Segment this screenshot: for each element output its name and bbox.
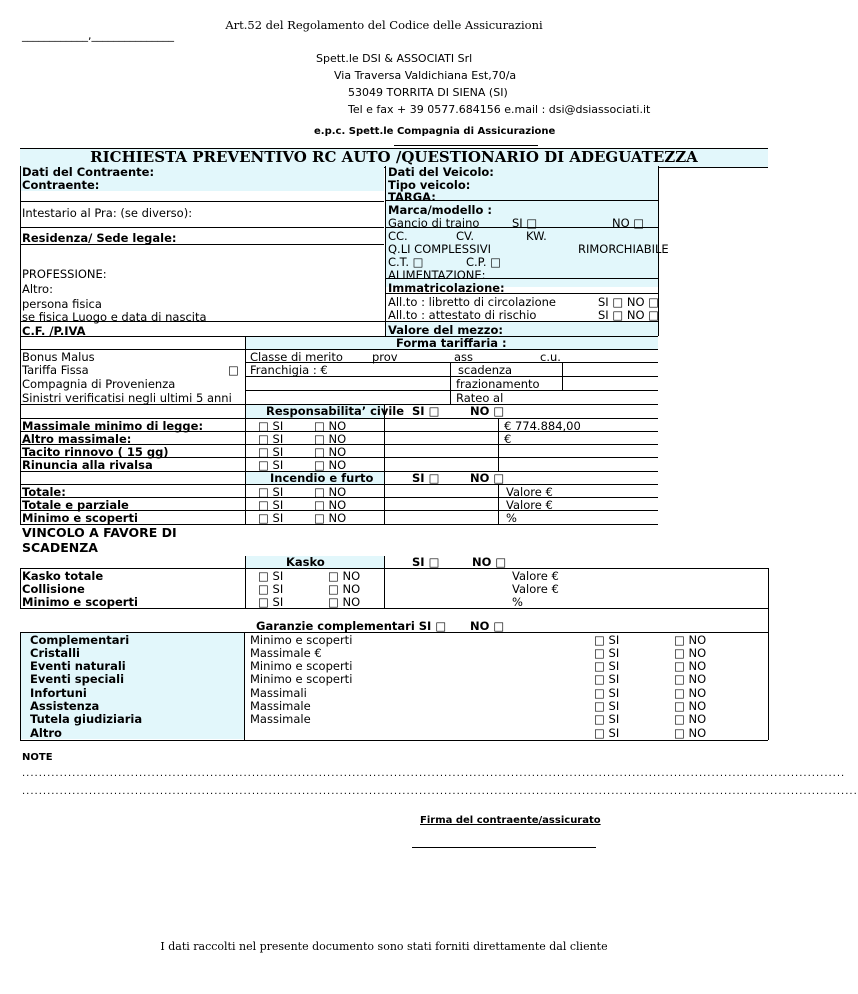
contraente-heading: Dati del Contraente:	[22, 165, 155, 179]
incendio-no-option[interactable]: □ NO	[314, 498, 347, 512]
note-line[interactable]: ........................................................................................................................................................................................................	[22, 786, 858, 797]
garanzia-label: Complementari	[30, 633, 130, 647]
garanzia-detail: Minimo e scoperti	[250, 659, 353, 673]
rc-row-label: Massimale minimo di legge:	[22, 419, 204, 433]
kasko-no-option[interactable]: □ NO	[328, 595, 361, 609]
professione-label: PROFESSIONE:	[22, 267, 107, 281]
rc-no-option[interactable]: □ NO	[314, 445, 347, 459]
note-heading: NOTE	[22, 752, 53, 763]
cv-label: CV.	[456, 229, 475, 243]
firma-label: Firma del contraente/assicurato	[420, 815, 601, 826]
incendio-row-label: Minimo e scoperti	[22, 511, 138, 525]
rc-title: Responsabilita’ civile	[266, 404, 405, 418]
incendio-row-label: Totale:	[22, 485, 66, 499]
persona-fisica-label: persona fisica	[22, 297, 102, 311]
rc-si-option[interactable]: □ SI	[258, 419, 284, 433]
cu-label: c.u.	[540, 350, 561, 364]
garanzia-si-option[interactable]: □ SI	[594, 633, 620, 647]
scadenza-label: scadenza	[458, 363, 513, 377]
agency-contact: Tel e fax + 39 0577.684156 e.mail : dsi@dsiassociati.it	[348, 103, 651, 116]
forma-tariffaria-title: Forma tariffaria :	[396, 336, 507, 350]
kasko-value: Valore €	[512, 582, 559, 596]
garanzia-si-option[interactable]: □ SI	[594, 659, 620, 673]
garanzia-si-option[interactable]: □ SI	[594, 699, 620, 713]
attestato-si-no-checkbox[interactable]: SI □ NO □	[598, 308, 660, 322]
kasko-si-checkbox[interactable]: SI □	[412, 555, 440, 569]
kasko-value: Valore €	[512, 569, 559, 583]
garanzia-no-option[interactable]: □ NO	[674, 712, 707, 726]
incendio-no-option[interactable]: □ NO	[314, 485, 347, 499]
ass-label: ass	[454, 350, 474, 364]
prov-label: prov	[372, 350, 398, 364]
immatricolazione-label: Immatricolazione:	[388, 281, 505, 295]
cp-checkbox[interactable]: C.P. □	[466, 255, 502, 269]
valore-mezzo-label: Valore del mezzo:	[388, 323, 503, 337]
rc-row-label: Rinuncia alla rivalsa	[22, 458, 153, 472]
garanzia-no-option[interactable]: □ NO	[674, 686, 707, 700]
intestario-label: Intestario al Pra: (se diverso):	[22, 206, 193, 220]
gancio-no-checkbox[interactable]: NO □	[612, 216, 645, 230]
rc-no-option[interactable]: □ NO	[314, 419, 347, 433]
kasko-row-label: Collisione	[22, 582, 85, 596]
garanzia-detail: Massimale	[250, 699, 311, 713]
rc-value: € 774.884,00	[504, 419, 581, 433]
rc-value: €	[504, 432, 512, 446]
gancio-si-checkbox[interactable]: SI □	[512, 216, 538, 230]
garanzia-detail: Minimo e scoperti	[250, 633, 353, 647]
veicolo-heading: Dati del Veicolo:	[388, 165, 494, 179]
incendio-row-label: Totale e parziale	[22, 498, 129, 512]
bonus-malus-label: Bonus Malus	[22, 350, 95, 364]
garanzia-si-option[interactable]: □ SI	[594, 686, 620, 700]
libretto-label: All.to : libretto di circolazione	[388, 295, 556, 309]
gancio-label: Gancio di traino	[388, 216, 480, 230]
nascita-label: se fisica Luogo e data di nascita	[22, 310, 207, 324]
footer-note: I dati raccolti nel presente documento sono stati forniti direttamente dal cliente	[160, 940, 608, 953]
epc-recipient: e.p.c. Spett.le Compagnia di Assicurazione	[314, 126, 556, 137]
garanzia-detail: Minimo e scoperti	[250, 672, 353, 686]
incendio-si-option[interactable]: □ SI	[258, 498, 284, 512]
rc-row-label: Tacito rinnovo ( 15 gg)	[22, 445, 169, 459]
kasko-si-option[interactable]: □ SI	[258, 569, 284, 583]
incendio-value: Valore €	[506, 498, 553, 512]
rc-row-label: Altro massimale:	[22, 432, 132, 446]
signature-line[interactable]	[412, 847, 596, 848]
kasko-title: Kasko	[286, 555, 325, 569]
incendio-value: %	[506, 511, 517, 525]
rc-si-checkbox[interactable]: SI □	[412, 404, 440, 418]
kw-label: KW.	[526, 229, 547, 243]
agency-name: Spett.le DSI & ASSOCIATI Srl	[316, 52, 473, 65]
tipo-veicolo-label: Tipo veicolo:	[388, 178, 471, 192]
garanzia-label: Altro	[30, 726, 62, 740]
targa-label: TARGA:	[388, 190, 436, 204]
qli-label: Q.LI COMPLESSIVI	[388, 242, 492, 256]
garanzia-si-option[interactable]: □ SI	[594, 646, 620, 660]
rc-si-option[interactable]: □ SI	[258, 445, 284, 459]
garanzia-si-option[interactable]: □ SI	[594, 712, 620, 726]
incendio-si-checkbox[interactable]: SI □	[412, 471, 440, 485]
rc-no-checkbox[interactable]: NO □	[470, 404, 505, 418]
tariffa-fissa-label: Tariffa Fissa	[22, 363, 89, 377]
rc-no-option[interactable]: □ NO	[314, 432, 347, 446]
incendio-si-option[interactable]: □ SI	[258, 511, 284, 525]
contraente-label: Contraente:	[22, 178, 100, 192]
ct-checkbox[interactable]: C.T. □	[388, 255, 424, 269]
garanzia-label: Infortuni	[30, 686, 87, 700]
kasko-row-label: Kasko totale	[22, 569, 104, 583]
incendio-title: Incendio e furto	[270, 471, 374, 485]
kasko-no-checkbox[interactable]: NO □	[472, 555, 507, 569]
incendio-no-option[interactable]: □ NO	[314, 511, 347, 525]
garanzia-si-option[interactable]: □ SI	[594, 672, 620, 686]
cf-piva-label: C.F. /P.IVA	[22, 324, 86, 338]
garanzia-si-option[interactable]: □ SI	[594, 726, 620, 740]
kasko-value: %	[512, 595, 523, 609]
garanzie-no-checkbox[interactable]: NO □	[470, 619, 505, 633]
garanzia-no-option[interactable]: □ NO	[674, 726, 707, 740]
rc-si-option[interactable]: □ SI	[258, 458, 284, 472]
kasko-si-option[interactable]: □ SI	[258, 582, 284, 596]
altro-label: Altro:	[22, 282, 53, 296]
attestato-label: All.to : attestato di rischio	[388, 308, 537, 322]
rimorchiabile-label: RIMORCHIABILE	[578, 242, 669, 256]
garanzie-title: Garanzie complementari SI □	[256, 619, 447, 633]
garanzia-label: Eventi naturali	[30, 659, 126, 673]
garanzia-detail: Massimali	[250, 686, 307, 700]
garanzia-label: Assistenza	[30, 699, 100, 713]
place-date-field[interactable]: ____________,_______________	[22, 29, 174, 42]
franchigia-label: Franchigia : €	[250, 363, 328, 377]
compagnia-provenienza-label: Compagnia di Provenienza	[22, 377, 176, 391]
agency-city: 53049 TORRITA DI SIENA (SI)	[348, 86, 508, 99]
form-title: RICHIESTA PREVENTIVO RC AUTO /QUESTIONARIO DI ADEGUATEZZA	[90, 148, 698, 166]
sinistri-label: Sinistri verificatisi negli ultimi 5 anni	[22, 391, 232, 405]
note-line[interactable]: .....................................................................................................................................................................................................	[22, 768, 846, 779]
kasko-no-option[interactable]: □ NO	[328, 582, 361, 596]
garanzia-no-option[interactable]: □ NO	[674, 659, 707, 673]
rc-si-option[interactable]: □ SI	[258, 432, 284, 446]
residenza-label: Residenza/ Sede legale:	[22, 231, 177, 245]
document-reference: Art.52 del Regolamento del Codice delle Assicurazioni	[225, 18, 543, 32]
cc-label: CC.	[388, 229, 408, 243]
tariffa-fissa-checkbox[interactable]: □	[228, 363, 239, 377]
incendio-si-option[interactable]: □ SI	[258, 485, 284, 499]
garanzia-label: Eventi speciali	[30, 672, 125, 686]
rateo-label: Rateo al	[456, 391, 504, 405]
classe-merito-label: Classe di merito	[250, 350, 343, 364]
frazionamento-label: frazionamento	[456, 377, 540, 391]
agency-address: Via Traversa Valdichiana Est,70/a	[334, 69, 517, 82]
rc-no-option[interactable]: □ NO	[314, 458, 347, 472]
garanzia-detail: Massimale €	[250, 646, 322, 660]
kasko-si-option[interactable]: □ SI	[258, 595, 284, 609]
kasko-row-label: Minimo e scoperti	[22, 595, 138, 609]
garanzia-label: Cristalli	[30, 646, 80, 660]
garanzia-no-option[interactable]: □ NO	[674, 633, 707, 647]
garanzia-label: Tutela giudiziaria	[30, 712, 143, 726]
incendio-value: Valore €	[506, 485, 553, 499]
garanzia-detail: Massimale	[250, 712, 311, 726]
incendio-no-checkbox[interactable]: NO □	[470, 471, 505, 485]
libretto-si-no-checkbox[interactable]: SI □ NO □	[598, 295, 660, 309]
garanzia-no-option[interactable]: □ NO	[674, 672, 707, 686]
marca-label: Marca/modello :	[388, 203, 492, 217]
garanzia-no-option[interactable]: □ NO	[674, 646, 707, 660]
alimentazione-label: ALIMENTAZIONE:	[388, 268, 486, 282]
garanzia-no-option[interactable]: □ NO	[674, 699, 707, 713]
kasko-no-option[interactable]: □ NO	[328, 569, 361, 583]
vincolo-heading: VINCOLO A FAVORE DI SCADENZA	[22, 525, 177, 555]
